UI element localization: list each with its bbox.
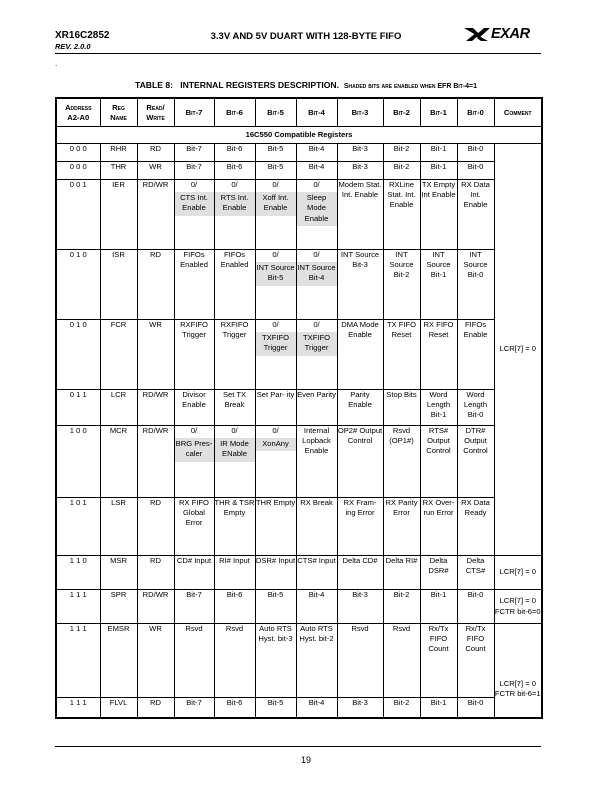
bit6-cell (214, 426, 255, 498)
read-write-cell: RD/WR (137, 590, 174, 624)
header-bit1: Bit-1 (420, 98, 457, 127)
bit2-cell: Bit-2 (383, 698, 420, 718)
bit3-cell: Bit-3 (337, 144, 383, 162)
table-header-row (56, 98, 542, 127)
register-row-flvl (56, 698, 542, 718)
section-title: 16C550 Compatible Registers (56, 127, 542, 144)
header-address: Address A2-A0 (56, 98, 100, 127)
read-write-cell: WR (137, 162, 174, 180)
bit7-cell: Divisor Enable (174, 390, 214, 426)
reg-name-cell: RHR (100, 144, 137, 162)
bit4-cell: Bit-4 (296, 590, 337, 624)
reg-name-cell: LCR (100, 390, 137, 426)
bit2-cell: Bit-2 (383, 162, 420, 180)
shaded-bit-label: RTS Int. Enable (215, 192, 255, 215)
comment-cell: LCR[7] = 0 (494, 144, 542, 556)
register-row-lsr (56, 498, 542, 556)
bit7-cell: Rsvd (174, 624, 214, 698)
bit5-cell (255, 180, 296, 250)
header-bit0: Bit-0 (457, 98, 494, 127)
bit0-cell: RX Data Ready (457, 498, 494, 556)
bit1-cell: Bit-1 (420, 698, 457, 718)
exar-arrows-logo-icon (464, 27, 490, 42)
bit4-cell: RX Break (296, 498, 337, 556)
bit1-cell: Rx/Tx FIFO Count (420, 624, 457, 698)
bit1-cell: Bit-1 (420, 590, 457, 624)
bit4-cell: CTS# Input (296, 556, 337, 590)
comment-cell: LCR[7] = 0 FCTR bit-6=0 (494, 590, 542, 624)
bit0-cell: Bit-0 (457, 590, 494, 624)
reg-name-cell: MCR (100, 426, 137, 498)
bit4-cell: Bit-4 (296, 698, 337, 718)
bit3-cell: Bit-3 (337, 162, 383, 180)
shaded-bit-label: BRG Pres- caler (175, 438, 214, 461)
shaded-bit-label: Xoff Int. Enable (256, 192, 296, 215)
bit3-cell: Rsvd (337, 624, 383, 698)
read-write-cell: RD (137, 498, 174, 556)
logo-wordmark: EXAR (491, 26, 530, 42)
address-cell: 0 0 0 (56, 144, 100, 162)
section-row (56, 127, 542, 144)
bit3-cell: Modem Stat. Int. Enable (337, 180, 383, 250)
table-label: TABLE 8: (134, 80, 174, 90)
bit1-cell: Bit-1 (420, 144, 457, 162)
bit5-cell: DSR# Input (255, 556, 296, 590)
header-read-write: Read/ Write (137, 98, 174, 127)
bit6-cell (214, 180, 255, 250)
register-row-emsr (56, 624, 542, 698)
reset-value: 0/ (231, 180, 238, 189)
register-row-isr (56, 250, 542, 320)
bit3-cell: OP2# Output Control (337, 426, 383, 498)
bit3-cell: Bit-3 (337, 590, 383, 624)
document-id: XR16C2852 (55, 30, 110, 41)
bit0-cell: Bit-0 (457, 162, 494, 180)
register-table (55, 97, 543, 719)
bit0-cell: Bit-0 (457, 144, 494, 162)
read-write-cell: RD/WR (137, 426, 174, 498)
shaded-bit-label: INT Source Bit-5 (256, 262, 296, 285)
address-cell: 1 0 1 (56, 498, 100, 556)
bit7-cell: CD# Input (174, 556, 214, 590)
bit5-cell: Bit-5 (255, 144, 296, 162)
bit1-cell: INT Source Bit-1 (420, 250, 457, 320)
shaded-bit-label: INT Source Bit-4 (297, 262, 337, 285)
bit2-cell: RXLine Stat. Int. Enable (383, 180, 420, 250)
address-cell: 1 0 0 (56, 426, 100, 498)
address-cell: 1 1 0 (56, 556, 100, 590)
bit5-cell (255, 320, 296, 390)
register-row-mcr (56, 426, 542, 498)
bit3-cell: DMA Mode Enable (337, 320, 383, 390)
bit4-cell: Bit-4 (296, 144, 337, 162)
revision-label: REV. 2.0.0 (55, 42, 91, 51)
read-write-cell: RD/WR (137, 180, 174, 250)
register-row-msr (56, 556, 542, 590)
bit7-cell: Bit-7 (174, 162, 214, 180)
bit2-cell: Bit-2 (383, 144, 420, 162)
reset-value: 0/ (190, 180, 198, 189)
bit0-cell: INT Source Bit-0 (457, 250, 494, 320)
bit7-cell: Bit-7 (174, 144, 214, 162)
reg-name-cell: THR (100, 162, 137, 180)
header-bit7: Bit-7 (174, 98, 214, 127)
bit0-cell: FIFOs Enable (457, 320, 494, 390)
bit5-cell: Set Par- ity (255, 390, 296, 426)
bit0-cell: DTR# Output Control (457, 426, 494, 498)
bit3-cell: Parity Enable (337, 390, 383, 426)
table-title: INTERNAL REGISTERS DESCRIPTION. (180, 80, 340, 90)
reg-name-cell: ISR (100, 250, 137, 320)
shaded-bit-label: IR Mode ENable (215, 438, 255, 461)
reg-name-cell: EMSR (100, 624, 137, 698)
bit3-cell: Delta CD# (337, 556, 383, 590)
reg-name-cell: MSR (100, 556, 137, 590)
footer-rule (55, 746, 541, 747)
bit1-cell: Bit-1 (420, 162, 457, 180)
bit7-cell: RX FIFO Global Error (174, 498, 214, 556)
bit7-cell (174, 426, 214, 498)
header-comment: Comment (494, 98, 542, 127)
bit0-cell: Bit-0 (457, 698, 494, 718)
address-cell: 0 1 0 (56, 320, 100, 390)
register-row-thr (56, 162, 542, 180)
bit1-cell: RX Over- run Error (420, 498, 457, 556)
address-cell: 1 1 1 (56, 624, 100, 698)
bit4-cell: Even Parity (296, 390, 337, 426)
bit2-cell: Rsvd (383, 624, 420, 698)
bit5-cell: Bit-5 (255, 162, 296, 180)
address-cell: 1 1 1 (56, 698, 100, 718)
bit5-cell: Bit-5 (255, 698, 296, 718)
bit0-cell: Delta CTS# (457, 556, 494, 590)
header-bit4: Bit-4 (296, 98, 337, 127)
header-reg-name: Reg Name (100, 98, 137, 127)
address-cell: 0 0 1 (56, 180, 100, 250)
header-bit3: Bit-3 (337, 98, 383, 127)
document-title: 3.3V AND 5V DUART WITH 128-BYTE FIFO (210, 31, 402, 42)
read-write-cell: RD (137, 144, 174, 162)
bit7-cell: RXFIFO Trigger (174, 320, 214, 390)
shaded-bit-label: CTS Int. Enable (175, 192, 214, 215)
bit1-cell: Word Length Bit-1 (420, 390, 457, 426)
bit6-cell: THR & TSR Empty (214, 498, 255, 556)
bit7-cell: FIFOs Enabled (174, 250, 214, 320)
bit6-cell: Bit-6 (214, 698, 255, 718)
read-write-cell: RD (137, 698, 174, 718)
table-caption (0, 80, 612, 90)
comment-cell: LCR[7] = 0 FCTR bit-6=1 (494, 624, 542, 718)
page-number: 19 (300, 755, 311, 765)
reset-value: 0/ (313, 320, 320, 329)
bit1-cell: TX Empty Int Enable (420, 180, 457, 250)
reset-value: 0/ (272, 320, 279, 329)
bit3-cell: RX Fram- ing Error (337, 498, 383, 556)
bit1-cell: Delta DSR# (420, 556, 457, 590)
header-bit5: Bit-5 (255, 98, 296, 127)
bit1-cell: RTS# Output Control (420, 426, 457, 498)
bit2-cell: Stop Bits (383, 390, 420, 426)
reset-value: 0/ (272, 426, 279, 435)
bit4-cell: Auto RTS Hyst. bit-2 (296, 624, 337, 698)
bit5-cell (255, 250, 296, 320)
bit6-cell: RI# Input (214, 556, 255, 590)
bit2-cell: TX FIFO Reset (383, 320, 420, 390)
bit6-cell: Set TX Break (214, 390, 255, 426)
bit6-cell: Bit-6 (214, 144, 255, 162)
comment-cell: LCR[7] = 0 (494, 556, 542, 590)
shaded-bit-label: XonAny (256, 438, 296, 451)
bit2-cell: INT Source Bit-2 (383, 250, 420, 320)
reg-name-cell: IER (100, 180, 137, 250)
bit6-cell: Bit-6 (214, 162, 255, 180)
register-row-rhr (56, 144, 542, 162)
reg-name-cell: FLVL (100, 698, 137, 718)
reset-value: 0/ (272, 250, 279, 259)
read-write-cell: WR (137, 624, 174, 698)
shaded-bit-label: TXFIFO Trigger (297, 332, 337, 355)
bit0-cell: Word Length Bit-0 (457, 390, 494, 426)
bit6-cell: RXFIFO Trigger (214, 320, 255, 390)
bit6-cell: FIFOs Enabled (214, 250, 255, 320)
address-cell: 0 1 1 (56, 390, 100, 426)
bit5-cell: THR Empty (255, 498, 296, 556)
bit4-cell (296, 250, 337, 320)
bit4-cell (296, 180, 337, 250)
read-write-cell: RD (137, 250, 174, 320)
bit2-cell: Rsvd (OP1#) (383, 426, 420, 498)
reg-name-cell: LSR (100, 498, 137, 556)
bit4-cell (296, 320, 337, 390)
bit7-cell: Bit-7 (174, 698, 214, 718)
address-cell: 1 1 1 (56, 590, 100, 624)
shaded-bit-label: TXFIFO Trigger (256, 332, 296, 355)
register-row-spr (56, 590, 542, 624)
reg-name-cell: FCR (100, 320, 137, 390)
bit3-cell: INT Source Bit-3 (337, 250, 383, 320)
reg-name-cell: SPR (100, 590, 137, 624)
bit2-cell: Delta RI# (383, 556, 420, 590)
bit5-cell: Bit-5 (255, 590, 296, 624)
bit2-cell: Bit-2 (383, 590, 420, 624)
bit4-cell: Internal Lopback Enable (296, 426, 337, 498)
address-cell: 0 0 0 (56, 162, 100, 180)
read-write-cell: WR (137, 320, 174, 390)
register-row-lcr (56, 390, 542, 426)
exar-logo (464, 26, 544, 44)
bit3-cell: Bit-3 (337, 698, 383, 718)
address-cell: 0 1 0 (56, 250, 100, 320)
read-write-cell: RD/WR (137, 390, 174, 426)
register-row-fcr (56, 320, 542, 390)
reset-value: 0/ (231, 426, 238, 435)
reset-value: 0/ (313, 250, 320, 259)
header-bit6: Bit-6 (214, 98, 255, 127)
shaded-bit-label: Sleep Mode Enable (297, 192, 337, 226)
bit4-cell: Bit-4 (296, 162, 337, 180)
header-bit2: Bit-2 (383, 98, 420, 127)
bit5-cell: Auto RTS Hyst. bit-3 (255, 624, 296, 698)
bit7-cell: Bit-7 (174, 590, 214, 624)
bit1-cell: RX FIFO Reset (420, 320, 457, 390)
reset-value: 0/ (313, 180, 320, 189)
header-rule (55, 53, 541, 54)
bit0-cell: Rx/Tx FIFO Count (457, 624, 494, 698)
table-note: Shaded bits are enabled when EFR Bit-4=1 (343, 83, 478, 90)
reset-value: 0/ (190, 426, 198, 435)
read-write-cell: RD (137, 556, 174, 590)
bit5-cell (255, 426, 296, 498)
page-marker: . (55, 59, 58, 68)
register-row-ier (56, 180, 542, 250)
bit2-cell: RX Parity Error (383, 498, 420, 556)
bit0-cell: RX Data Int. Enable (457, 180, 494, 250)
bit6-cell: Rsvd (214, 624, 255, 698)
bit6-cell: Bit-6 (214, 590, 255, 624)
reset-value: 0/ (272, 180, 279, 189)
bit7-cell (174, 180, 214, 250)
